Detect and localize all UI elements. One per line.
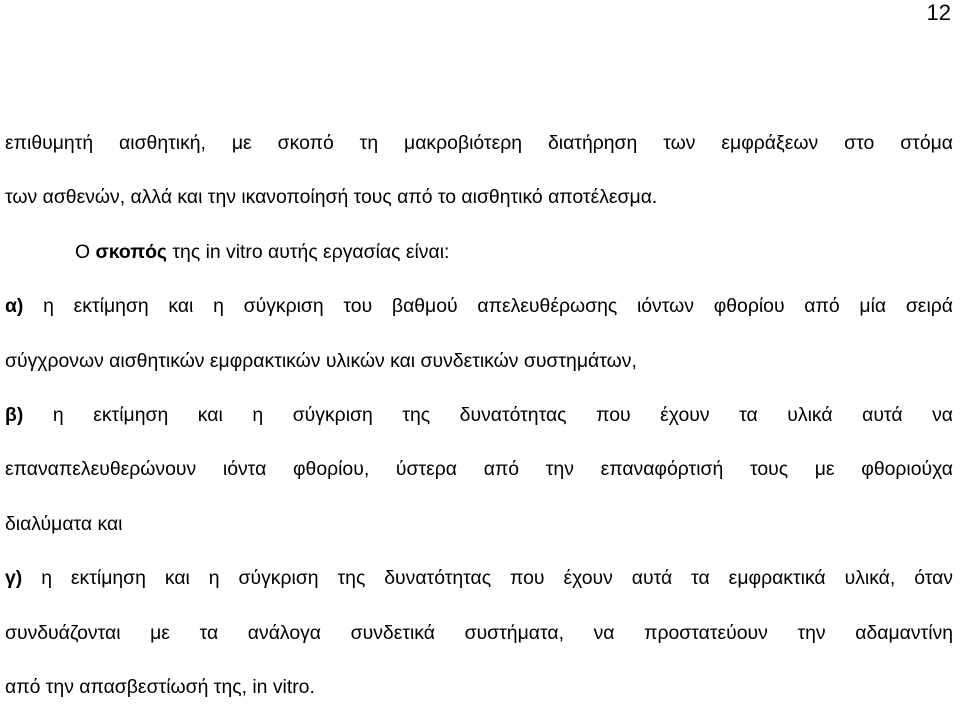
aim-intro-line	[5, 225, 953, 279]
document-body	[5, 116, 953, 714]
item-c-line-2: συνδυάζονται με τα ανάλογα συνδετικά συστήματα, να προστατεύουν την αδαμαντίνη	[5, 621, 953, 644]
paragraph-line-2: των ασθενών, αλλά και την ικανοποίησή τους από το αισθητικό αποτέλεσμα.	[5, 186, 658, 209]
item-c-line-1	[5, 551, 953, 605]
item-a-line-2: σύγχρονων αισθητικών εμφρακτικών υλικών και συνδετικών συστημάτων,	[5, 349, 637, 372]
item-c-marker: γ)	[5, 567, 23, 590]
item-a-line-1	[5, 279, 953, 333]
item-b-marker: β)	[5, 403, 24, 426]
aim-intro-suffix: της in vitro αυτής εργασίας είναι:	[167, 240, 450, 263]
paragraph-line-1: επιθυμητή αισθητική, με σκοπό τη μακροβιότερη διατήρηση των εμφράξεων στο στόμα	[5, 132, 953, 154]
item-a-text: η εκτίμηση και η σύγκριση του βαθμού απελευθέρωσης ιόντων φθορίου από μία σειρά	[23, 295, 953, 318]
item-c-text: η εκτίμηση και η σύγκριση της δυνατότητας που έχουν αυτά τα εμφρακτικά υλικά, όταν	[22, 567, 953, 590]
item-c-line-3: από την απασβεστίωσή της, in vitro.	[5, 675, 315, 698]
item-a-marker: α)	[5, 295, 24, 318]
item-b-line-3: διαλύματα και	[5, 512, 123, 535]
item-b-text: η εκτίμηση και η σύγκριση της δυνατότητας που έχουν τα υλικά αυτά να	[23, 403, 953, 426]
item-b-line-1	[5, 388, 953, 442]
aim-intro-prefix: Ο	[75, 240, 96, 263]
page-number: 12	[926, 0, 951, 25]
item-b-line-2: επαναπελευθερώνουν ιόντα φθορίου, ύστερα από την επαναφόρτισή τους με φθοριούχα	[5, 458, 953, 481]
aim-keyword: σκοπός	[95, 240, 167, 263]
